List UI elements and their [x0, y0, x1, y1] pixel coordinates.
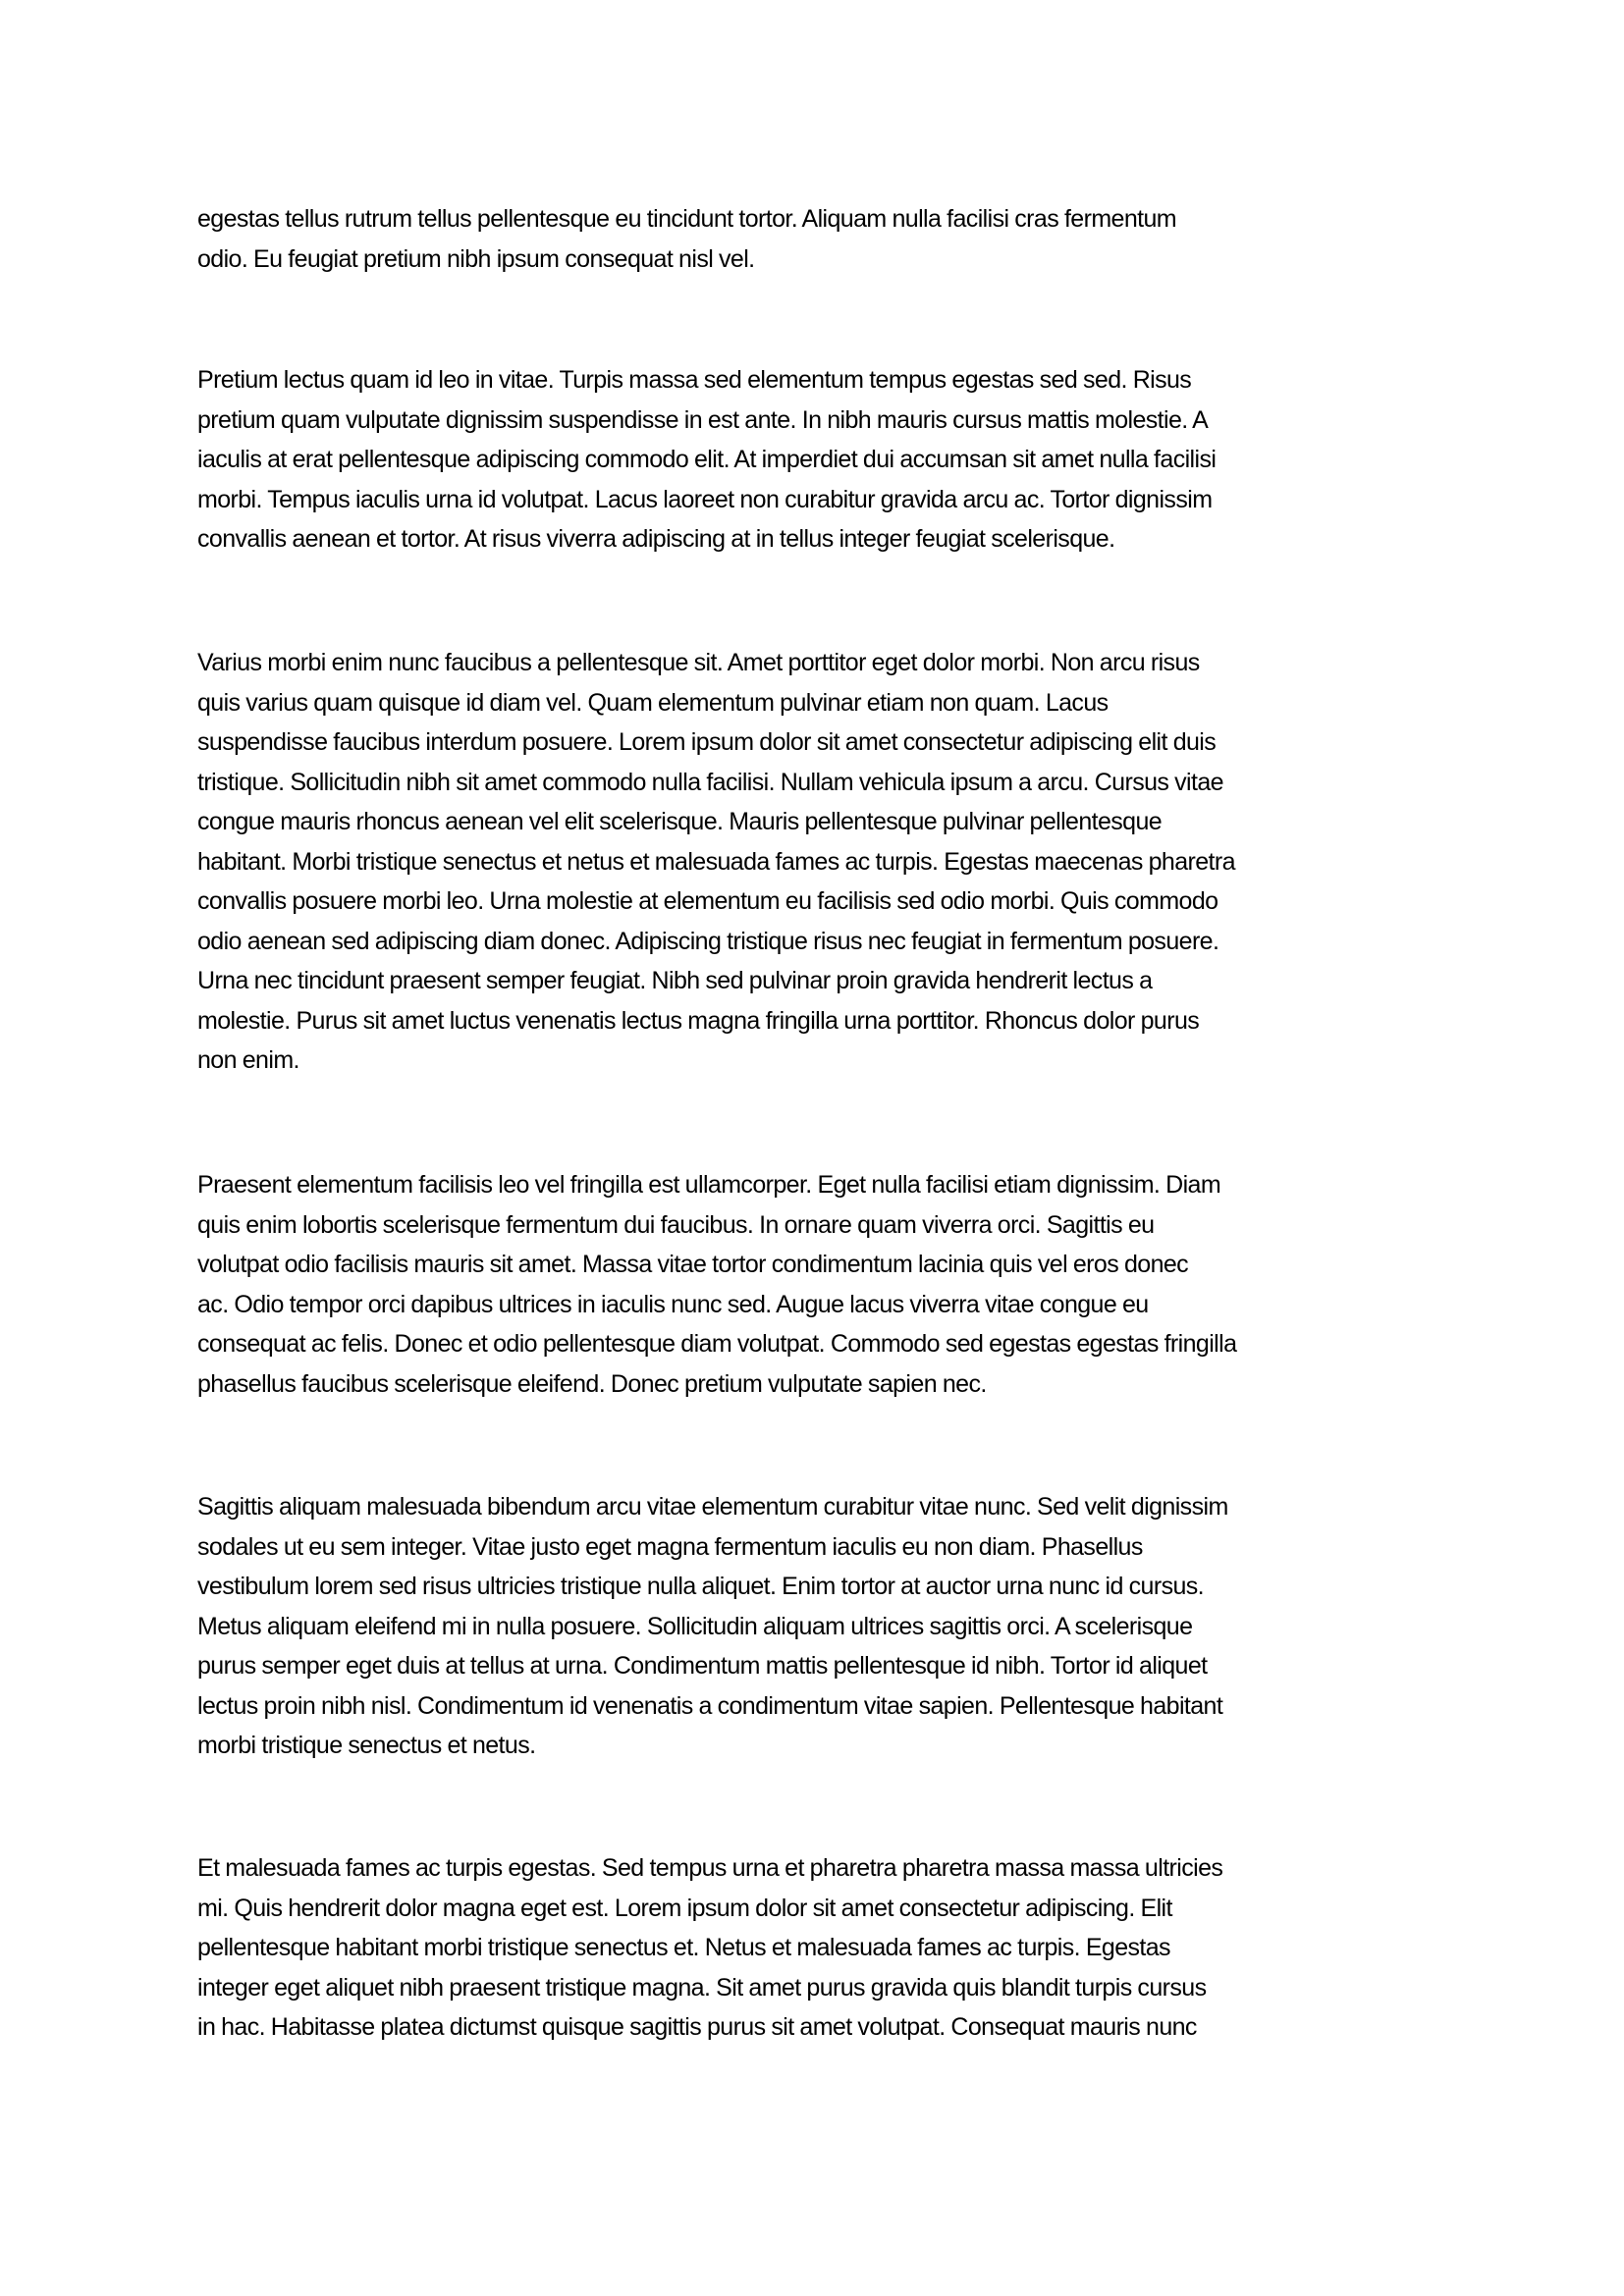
paragraph-line: ac. Odio tempor orci dapibus ultrices in iaculis nunc sed. Augue lacus viverra vitae congue eu: [197, 1290, 1149, 1318]
paragraph-line: molestie. Purus sit amet luctus venenatis lectus magna fringilla urna porttitor. Rhoncus dolor purus: [197, 1006, 1200, 1035]
paragraph-line: sodales ut eu sem integer. Vitae justo eget magna fermentum iaculis eu non diam. Phasellus: [197, 1532, 1143, 1561]
paragraph-line: consequat ac felis. Donec et odio pellentesque diam volutpat. Commodo sed egestas egestas fringilla: [197, 1330, 1237, 1358]
paragraph-line: tristique. Sollicitudin nibh sit amet commodo nulla facilisi. Nullam vehicula ipsum a arcu. Cursus vitae: [197, 768, 1223, 796]
paragraph-line: in hac. Habitasse platea dictumst quisque sagittis purus sit amet volutpat. Consequat mauris nunc: [197, 2013, 1197, 2041]
paragraph-line: lectus proin nibh nisl. Condimentum id venenatis a condimentum vitae sapien. Pellentesque habitant: [197, 1691, 1223, 1720]
paragraph-line: odio. Eu feugiat pretium nibh ipsum consequat nisl vel.: [197, 244, 755, 273]
paragraph-line: quis enim lobortis scelerisque fermentum dui faucibus. In ornare quam viverra orci. Sagittis eu: [197, 1210, 1155, 1239]
paragraph-line: quis varius quam quisque id diam vel. Quam elementum pulvinar etiam non quam. Lacus: [197, 688, 1109, 717]
paragraph-line: mi. Quis hendrerit dolor magna eget est. Lorem ipsum dolor sit amet consectetur adipiscing. Elit: [197, 1894, 1172, 1922]
paragraph-line: suspendisse faucibus interdum posuere. Lorem ipsum dolor sit amet consectetur adipiscing elit duis: [197, 728, 1217, 756]
paragraph-line: Et malesuada fames ac turpis egestas. Sed tempus urna et pharetra pharetra massa massa ultricies: [197, 1854, 1223, 1882]
paragraph-line: congue mauris rhoncus aenean vel elit scelerisque. Mauris pellentesque pulvinar pellentesque: [197, 808, 1163, 835]
paragraph-line: purus semper eget duis at tellus at urna. Condimentum mattis pellentesque id nibh. Tortor id aliquet: [197, 1652, 1208, 1680]
paragraph-line: pretium quam vulputate dignissim suspendisse in est ante. In nibh mauris cursus mattis molestie. A: [197, 405, 1209, 434]
paragraph-line: integer eget aliquet nibh praesent tristique magna. Sit amet purus gravida quis blandit turpis cursus: [197, 1973, 1207, 2002]
paragraph-line: morbi tristique senectus et netus.: [197, 1732, 536, 1759]
paragraph-line: morbi. Tempus iaculis urna id volutpat. Lacus laoreet non curabitur gravida arcu ac. Tortor dignissim: [197, 485, 1213, 513]
paragraph-line: habitant. Morbi tristique senectus et netus et malesuada fames ac turpis. Egestas maecenas pharetra: [197, 847, 1235, 876]
paragraph-line: Sagittis aliquam malesuada bibendum arcu vitae elementum curabitur vitae nunc. Sed velit dignissim: [197, 1493, 1228, 1521]
paragraph-line: non enim.: [197, 1046, 299, 1074]
body-paragraph: [197, 643, 1474, 1081]
paragraph-line: odio aenean sed adipiscing diam donec. Adipiscing tristique risus nec feugiat in fermentum posuere.: [197, 927, 1219, 955]
body-paragraph: [197, 1165, 1474, 1404]
paragraph-line: volutpat odio facilisis mauris sit amet. Massa vitae tortor condimentum lacinia quis vel eros donec: [197, 1251, 1189, 1278]
paragraph-line: Pretium lectus quam id leo in vitae. Turpis massa sed elementum tempus egestas sed sed. Risus: [197, 366, 1192, 394]
paragraph-line: egestas tellus rutrum tellus pellentesque eu tincidunt tortor. Aliquam nulla facilisi cras fermentum: [197, 205, 1177, 233]
paragraph-line: convallis posuere morbi leo. Urna molestie at elementum eu facilisis sed odio morbi. Quis commodo: [197, 887, 1218, 915]
paragraph-line: iaculis at erat pellentesque adipiscing commodo elit. At imperdiet dui accumsan sit amet nulla facilisi: [197, 446, 1217, 473]
body-paragraph: [197, 1848, 1474, 2048]
body-paragraph: [197, 360, 1474, 560]
paragraph-line: pellentesque habitant morbi tristique senectus et. Netus et malesuada fames ac turpis. Egestas: [197, 1934, 1170, 1961]
paragraph-line: convallis aenean et tortor. At risus viverra adipiscing at in tellus integer feugiat scelerisque.: [197, 525, 1115, 553]
body-paragraph: [197, 199, 1474, 279]
body-paragraph: [197, 1487, 1474, 1766]
paragraph-line: phasellus faucibus scelerisque eleifend. Donec pretium vulputate sapien nec.: [197, 1369, 987, 1398]
paragraph-line: vestibulum lorem sed risus ultricies tristique nulla aliquet. Enim tortor at auctor urna nunc id cursus.: [197, 1573, 1205, 1600]
paragraph-line: Praesent elementum facilisis leo vel fringilla est ullamcorper. Eget nulla facilisi etiam dignissim. Diam: [197, 1171, 1221, 1199]
paragraph-line: Varius morbi enim nunc faucibus a pellentesque sit. Amet porttitor eget dolor morbi. Non arcu risus: [197, 649, 1200, 676]
paragraph-line: Urna nec tincidunt praesent semper feugiat. Nibh sed pulvinar proin gravida hendrerit lectus a: [197, 967, 1153, 994]
paragraph-line: Metus aliquam eleifend mi in nulla posuere. Sollicitudin aliquam ultrices sagittis orci. A scelerisque: [197, 1612, 1193, 1640]
